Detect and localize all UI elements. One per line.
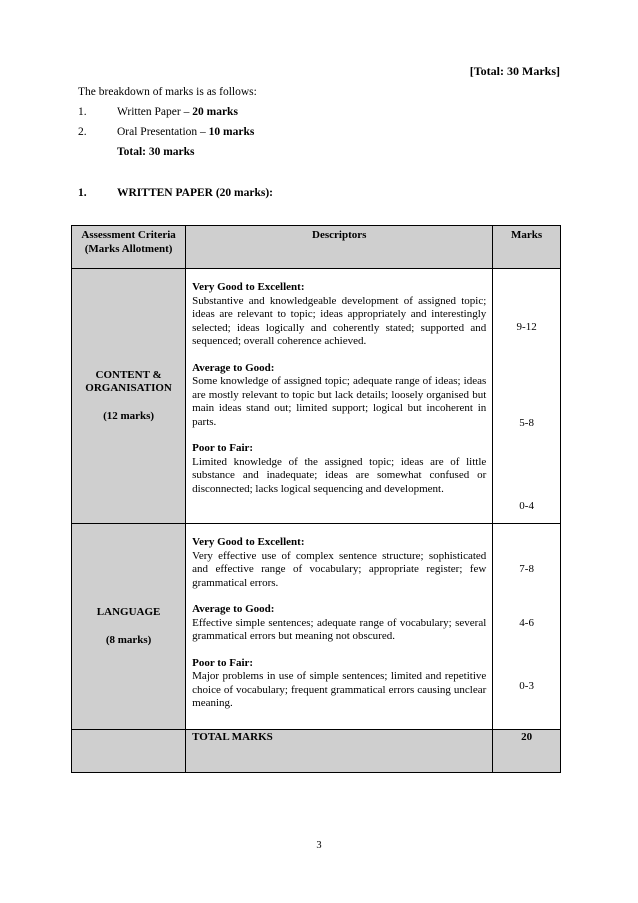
total-value: 20 [493, 730, 561, 773]
band-text: Limited knowledge of the assigned topic; ideas are of little substance and inadequate; ideas are somewhat confused or disconnected; lacks logical sequencing and development. [192, 455, 487, 495]
rubric-table [71, 225, 561, 773]
descriptor-band [192, 657, 486, 711]
breakdown-item [78, 126, 254, 138]
band-title: Very Good to Excellent: [192, 536, 305, 548]
breakdown-item [78, 106, 238, 118]
item-number: 1. [78, 106, 87, 118]
breakdown-total: Total: 30 marks [117, 146, 195, 158]
total-blank-cell [72, 730, 186, 773]
page-number: 3 [316, 840, 322, 851]
descriptor-band [192, 442, 486, 496]
band-marks: 9-12 [516, 321, 537, 333]
band-marks: 7-8 [519, 563, 534, 575]
item-label: Oral Presentation – [117, 126, 209, 138]
header-criteria: Assessment Criteria (Marks Allotment) [72, 226, 186, 269]
criterion-label: LANGUAGE [96, 606, 161, 618]
descriptor-band [192, 281, 486, 349]
total-label: TOTAL MARKS [186, 730, 493, 773]
band-text: Some knowledge of assigned topic; adequate range of ideas; ideas are mostly relevant to topic but lack details; loosely organised but main ideas stand out; limited support; logical but incoherent in parts. [192, 375, 487, 428]
band-title: Average to Good: [192, 361, 275, 374]
header-marks: Marks [493, 226, 561, 269]
marks-cell [493, 524, 561, 730]
band-marks: 0-4 [519, 500, 534, 512]
band-title: Very Good to Excellent: [192, 281, 305, 293]
criterion-cell [72, 524, 186, 730]
band-title: Poor to Fair: [192, 656, 254, 669]
descriptor-cell [186, 524, 493, 730]
band-title: Average to Good: [192, 603, 275, 615]
criterion-cell [72, 269, 186, 524]
total-marks-heading: [Total: 30 Marks] [469, 64, 560, 78]
band-text: Effective simple sentences; adequate range of vocabulary; several grammatical errors but meaning not obscured. [192, 616, 487, 642]
criterion-allotment: (12 marks) [103, 409, 155, 422]
band-marks: 4-6 [519, 617, 534, 629]
table-header-row [72, 226, 561, 269]
band-marks: 0-3 [519, 680, 534, 692]
descriptor-cell [186, 269, 493, 524]
table-row [72, 269, 561, 524]
table-row [72, 524, 561, 730]
item-marks: 20 marks [192, 106, 238, 118]
band-marks: 5-8 [519, 417, 534, 429]
descriptor-band [192, 536, 486, 590]
band-text: Major problems in use of simple sentences; limited and repetitive choice of vocabulary; frequent grammatical errors causing unclear meaning. [192, 670, 487, 709]
band-title: Poor to Fair: [192, 442, 254, 454]
criterion-allotment: (8 marks) [105, 633, 152, 646]
band-text: Very effective use of complex sentence structure; sophisticated and effective range of vocabulary; appropriate register; few grammatical errors. [192, 549, 487, 589]
section-heading [78, 187, 273, 199]
breakdown-intro: The breakdown of marks is as follows: [78, 86, 257, 98]
section-title: WRITTEN PAPER (20 marks): [117, 187, 273, 199]
total-row [72, 730, 561, 773]
criterion-label: CONTENT & ORGANISATION [85, 368, 172, 395]
item-marks: 10 marks [208, 126, 255, 138]
marks-cell [493, 269, 561, 524]
descriptor-band [192, 603, 486, 644]
item-label: Written Paper – [117, 106, 193, 118]
item-number: 2. [78, 126, 87, 138]
band-text: Substantive and knowledgeable development of assigned topic; ideas are relevant to topic; ideas appropriately and interestingly selected; ideas logically and coherently stated; supported and sequenced; overall coherence achieved. [192, 294, 487, 347]
descriptor-band [192, 362, 486, 430]
section-number: 1. [78, 187, 87, 199]
header-descriptors: Descriptors [186, 226, 493, 269]
